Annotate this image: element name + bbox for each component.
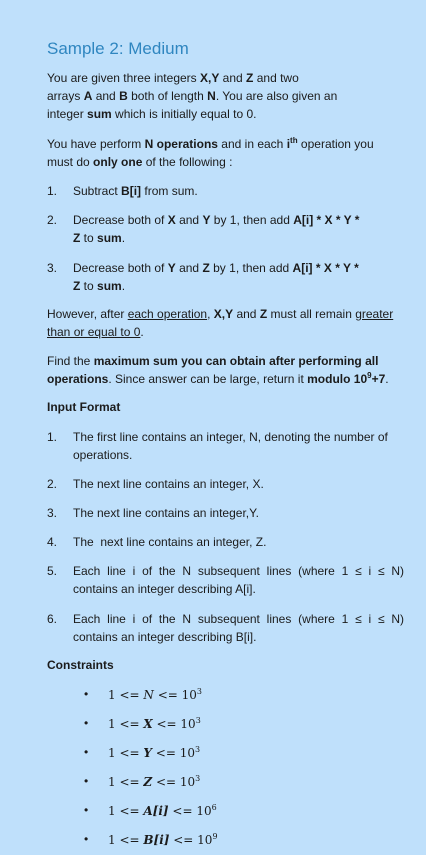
constraint-variable: X (143, 717, 153, 731)
constraint-variable: N (143, 688, 154, 702)
constraint-text: 1 <= (108, 688, 144, 702)
intro-text: integer (47, 107, 88, 121)
intro-text: sum (87, 107, 112, 121)
page-title: Sample 2: Medium (47, 39, 189, 58)
constraint-exponent: 9 (212, 832, 218, 841)
constraint-text: <= 10 (169, 833, 213, 847)
ops-text: i (286, 137, 291, 151)
choice-text: by 1, then add (209, 261, 293, 275)
intro-text: and (92, 89, 120, 103)
constraint-text: 1 <= (108, 775, 144, 789)
constraint-text: 1 <= (108, 717, 144, 731)
list-item-text: The next line contains an integer,Y. (73, 506, 259, 520)
list-number: 5. (47, 564, 58, 578)
constraint-variable: B[i] (143, 833, 170, 847)
choice-text: X (167, 213, 176, 227)
however-text: each operation (127, 307, 208, 321)
find-text: . Since answer can be large, return it (108, 372, 308, 386)
choice-text: . (121, 279, 126, 293)
constraint-exponent: 6 (211, 803, 217, 812)
choice-text: and (175, 261, 203, 275)
find-paragraph (47, 352, 412, 388)
choice-text: from sum. (141, 184, 198, 198)
however-text: than or equal to 0 (47, 325, 141, 339)
list-item-line: contains an integer describing B[i]. (73, 630, 257, 644)
constraints-heading: Constraints (47, 658, 114, 672)
intro-text: B (119, 89, 128, 103)
ops-text: must do (47, 155, 94, 169)
intro-text: both of length (127, 89, 208, 103)
list-item-line: Each line i of the N subsequent lines (where 1 ≤ i ≤ N) (73, 612, 404, 626)
however-text: greater (355, 307, 394, 321)
find-text: operations (47, 372, 109, 386)
list-number: 4. (47, 535, 58, 549)
list-number: 3. (47, 261, 58, 275)
bullet-icon: • (84, 687, 89, 701)
bullet-icon: • (84, 832, 89, 846)
list-item-line: Each line i of the N subsequent lines (where 1 ≤ i ≤ N) (73, 564, 404, 578)
list-item-text (73, 259, 406, 295)
choice-text: Z (73, 231, 81, 245)
list-item-text (73, 610, 404, 646)
constraint-text: <= 10 (168, 804, 212, 818)
constraint-exponent: 3 (195, 774, 201, 783)
find-text: 9 (367, 371, 372, 380)
choice-text: to (80, 231, 98, 245)
choice-text: Z (73, 279, 81, 293)
list-item-text: The next line contains an integer, X. (73, 477, 264, 491)
choice-text: Subtract (73, 184, 122, 198)
constraint-exponent: 3 (195, 716, 201, 725)
intro-text: A (83, 89, 93, 103)
intro-text: You are given three integers (47, 71, 200, 85)
constraint-text: 1 <= (108, 804, 144, 818)
operations-paragraph (47, 135, 412, 171)
intro-paragraph (47, 69, 412, 123)
intro-text: X,Y (200, 71, 220, 85)
ops-text: and in each (217, 137, 287, 151)
constraint-expression (108, 833, 218, 847)
list-number: 1. (47, 184, 58, 198)
however-text: Z (259, 307, 268, 321)
ops-text: only one (93, 155, 143, 169)
choice-text: B[i] (121, 184, 142, 198)
constraint-text: <= 10 (153, 688, 197, 702)
however-text: X,Y (213, 307, 234, 321)
ops-text: operation you (297, 137, 374, 151)
intro-text: N (207, 89, 216, 103)
however-text: must all remain (267, 307, 356, 321)
ops-text: of the following : (142, 155, 233, 169)
constraint-variable: Y (143, 746, 152, 760)
constraint-expression (108, 717, 201, 731)
list-item-text: The next line contains an integer, Z. (73, 535, 267, 549)
bullet-icon: • (84, 745, 89, 759)
choice-text: sum (97, 279, 122, 293)
find-text: maximum sum you can obtain after performing all (93, 354, 379, 368)
constraint-expression (108, 746, 200, 760)
choice-text: Y (202, 213, 211, 227)
constraint-text: 1 <= (108, 833, 144, 847)
choice-text: A[i] * X * Y * (293, 213, 360, 227)
constraint-expression (108, 804, 217, 818)
however-text: and (233, 307, 260, 321)
choice-text: Z (202, 261, 210, 275)
choice-text: and (175, 213, 203, 227)
constraint-text: 1 <= (108, 746, 144, 760)
find-text: modulo 10 (307, 372, 368, 386)
list-item-text (73, 182, 406, 200)
constraint-text: <= 10 (152, 717, 196, 731)
intro-text: . You are also given an (215, 89, 338, 103)
constraint-text: <= 10 (152, 775, 196, 789)
ops-text: N operations (144, 137, 218, 151)
however-text: . (140, 325, 144, 339)
bullet-icon: • (84, 803, 89, 817)
ops-text: th (290, 136, 298, 145)
list-number: 2. (47, 213, 58, 227)
list-number: 6. (47, 612, 58, 626)
list-item-text (73, 562, 404, 598)
constraint-text: <= 10 (151, 746, 195, 760)
find-text: +7 (371, 372, 386, 386)
however-paragraph (47, 305, 412, 341)
list-item-line: contains an integer describing A[i]. (73, 582, 256, 596)
ops-text: You have perform (47, 137, 145, 151)
intro-text: which is initially equal to 0. (111, 107, 257, 121)
constraint-variable: A[i] (143, 804, 169, 818)
find-text: Find the (47, 354, 94, 368)
intro-text: and two (253, 71, 299, 85)
choice-text: by 1, then add (210, 213, 294, 227)
intro-text: and (219, 71, 247, 85)
list-number: 2. (47, 477, 58, 491)
constraint-expression (108, 688, 202, 702)
choice-text: . (121, 231, 126, 245)
list-number: 1. (47, 430, 58, 444)
choice-text: Y (167, 261, 176, 275)
intro-text: arrays (47, 89, 84, 103)
constraint-variable: Z (143, 775, 153, 789)
bullet-icon: • (84, 716, 89, 730)
constraint-expression (108, 775, 200, 789)
list-item-text: The first line contains an integer, N, denoting the number of operations. (73, 430, 388, 462)
bullet-icon: • (84, 774, 89, 788)
however-text: However, after (47, 307, 128, 321)
choice-text: Decrease both of (73, 261, 168, 275)
list-item-text (73, 211, 406, 247)
choice-text: to (80, 279, 98, 293)
choice-text: sum (97, 231, 122, 245)
constraint-exponent: 3 (194, 745, 201, 754)
intro-text: Z (246, 71, 254, 85)
input-format-heading: Input Format (47, 400, 121, 414)
constraint-exponent: 3 (196, 687, 202, 696)
choice-text: Decrease both of (73, 213, 168, 227)
choice-text: A[i] * X * Y * (292, 261, 359, 275)
list-number: 3. (47, 506, 58, 520)
find-text: . (385, 372, 389, 386)
however-text: , (207, 307, 214, 321)
